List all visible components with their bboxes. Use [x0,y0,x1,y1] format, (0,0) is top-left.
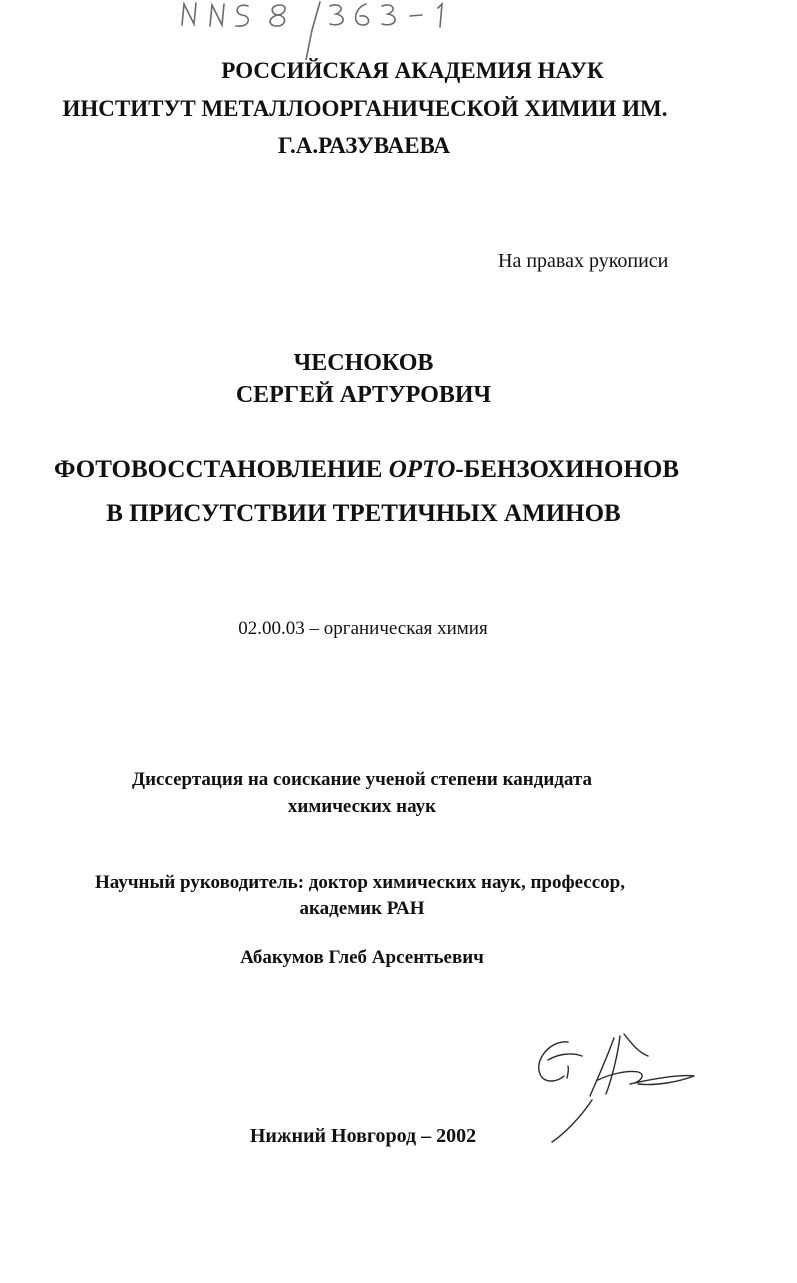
archive-stamp-handwriting [170,0,510,60]
organization-line-1: РОССИЙСКАЯ АКАДЕМИЯ НАУК [221,58,604,83]
author-given-names: СЕРГЕЙ АРТУРОВИЧ [235,382,492,408]
organization-line-3: Г.А.РАЗУВАЕВА [277,133,451,158]
dissertation-line-1: Диссертация на соискание ученой степени кандидата [132,769,592,790]
specialty-code: 02.00.03 – органическая химия [238,618,488,639]
dissertation-line-2: химических наук [287,796,437,817]
supervisor-line-2: академик РАН [299,898,425,919]
thesis-title-line-2: В ПРИСУТСТВИИ ТРЕТИЧНЫХ АМИНОВ [106,500,621,527]
rights-notice: На правах рукописи [498,250,669,272]
archive-stamp [170,0,510,60]
thesis-title-line-1 [0,456,733,484]
title-suffix: -БЕНЗОХИНОНОВ [455,456,680,483]
title-italic-word: ОРТО [388,456,456,483]
title-prefix: ФОТОВОССТАНОВЛЕНИЕ [53,456,389,483]
supervisor-name: Абакумов Глеб Арсентьевич [240,947,484,968]
supervisor-line-1: Научный руководитель: доктор химических наук, профессор, [95,872,625,893]
author-surname: ЧЕСНОКОВ [293,350,434,376]
organization-line-2: ИНСТИТУТ МЕТАЛЛООРГАНИЧЕСКОЙ ХИМИИ ИМ. [62,96,668,121]
city-year: Нижний Новгород – 2002 [249,1125,477,1147]
